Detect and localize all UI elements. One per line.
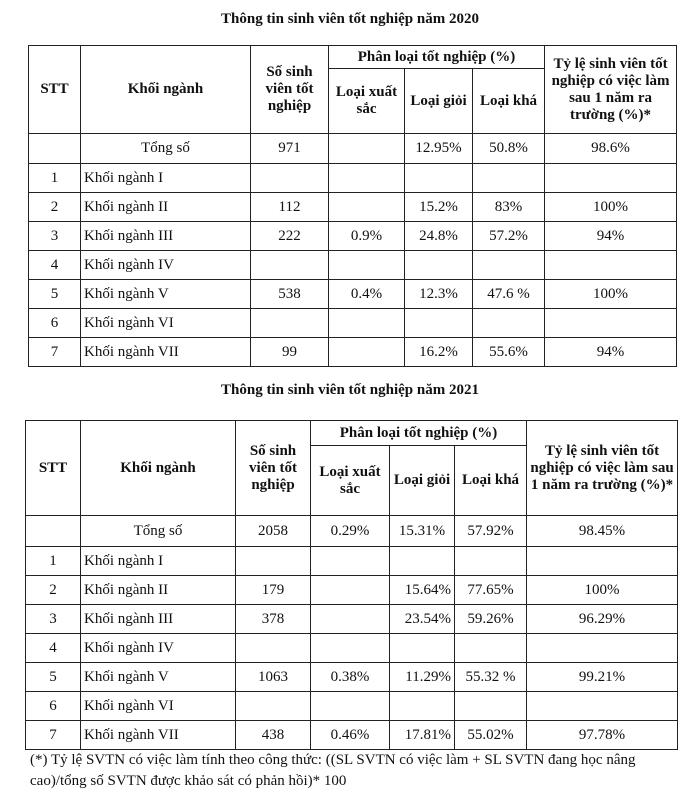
row-name: Khối ngành I xyxy=(81,547,236,576)
row-ty-le: 100% xyxy=(545,193,677,222)
row-stt: 2 xyxy=(26,576,81,605)
row-so-sv xyxy=(236,634,311,663)
total-gioi: 15.31% xyxy=(390,516,455,547)
row-xuat-sac: 0.46% xyxy=(311,721,390,750)
header-xuat-sac: Loại xuất sắc xyxy=(329,69,405,134)
total-so-sv: 2058 xyxy=(236,516,311,547)
graduate-table-2021 xyxy=(25,420,678,750)
row-so-sv: 378 xyxy=(236,605,311,634)
row-name: Khối ngành IV xyxy=(81,251,251,280)
row-so-sv xyxy=(251,251,329,280)
header-ty-le: Tỷ lệ sinh viên tốt nghiệp có việc làm sau 1 năm ra trường (%)* xyxy=(545,46,677,134)
total-ty-le: 98.45% xyxy=(527,516,678,547)
row-gioi xyxy=(390,692,455,721)
row-ty-le: 100% xyxy=(527,576,678,605)
table-row xyxy=(29,222,677,251)
row-xuat-sac xyxy=(311,576,390,605)
row-name: Khối ngành VI xyxy=(81,309,251,338)
row-gioi: 15.64% xyxy=(390,576,455,605)
header-kha: Loại khá xyxy=(473,69,545,134)
table-row xyxy=(26,576,678,605)
row-kha xyxy=(455,547,527,576)
row-kha xyxy=(473,251,545,280)
row-kha xyxy=(455,692,527,721)
graduate-table-2020 xyxy=(28,45,677,367)
row-ty-le xyxy=(545,309,677,338)
row-stt: 4 xyxy=(29,251,81,280)
row-ty-le: 94% xyxy=(545,338,677,367)
row-stt: 1 xyxy=(26,547,81,576)
row-kha: 83% xyxy=(473,193,545,222)
row-stt: 3 xyxy=(29,222,81,251)
table-row xyxy=(26,721,678,750)
row-so-sv: 179 xyxy=(236,576,311,605)
row-name: Khối ngành VI xyxy=(81,692,236,721)
header-ty-le: Tỷ lệ sinh viên tốt nghiệp có việc làm sau 1 năm ra trường (%)* xyxy=(527,421,678,516)
row-gioi: 11.29% xyxy=(390,663,455,692)
row-xuat-sac: 0.9% xyxy=(329,222,405,251)
row-kha: 77.65% xyxy=(455,576,527,605)
table-row xyxy=(29,164,677,193)
row-ty-le: 96.29% xyxy=(527,605,678,634)
row-ty-le xyxy=(545,164,677,193)
row-name: Khối ngành II xyxy=(81,576,236,605)
total-ty-le: 98.6% xyxy=(545,134,677,164)
header-phan-loai: Phân loại tốt nghiệp (%) xyxy=(329,46,545,69)
row-ty-le: 97.78% xyxy=(527,721,678,750)
row-name: Khối ngành IV xyxy=(81,634,236,663)
table-row xyxy=(26,605,678,634)
row-xuat-sac xyxy=(311,547,390,576)
row-gioi xyxy=(405,251,473,280)
row-kha xyxy=(473,309,545,338)
row-stt: 4 xyxy=(26,634,81,663)
row-gioi: 12.3% xyxy=(405,280,473,309)
row-stt: 6 xyxy=(26,692,81,721)
row-kha: 59.26% xyxy=(455,605,527,634)
row-ty-le xyxy=(527,634,678,663)
table-row xyxy=(29,280,677,309)
row-gioi: 16.2% xyxy=(405,338,473,367)
total-label: Tổng số xyxy=(81,134,251,164)
total-xuat-sac xyxy=(329,134,405,164)
row-gioi xyxy=(405,164,473,193)
row-name: Khối ngành III xyxy=(81,605,236,634)
row-so-sv: 538 xyxy=(251,280,329,309)
row-stt: 7 xyxy=(26,721,81,750)
row-kha: 55.6% xyxy=(473,338,545,367)
total-xuat-sac: 0.29% xyxy=(311,516,390,547)
row-ty-le xyxy=(527,692,678,721)
row-stt: 5 xyxy=(29,280,81,309)
row-kha: 55.02% xyxy=(455,721,527,750)
table-row xyxy=(29,309,677,338)
header-stt: STT xyxy=(26,421,81,516)
row-stt: 1 xyxy=(29,164,81,193)
row-stt: 3 xyxy=(26,605,81,634)
row-so-sv xyxy=(236,692,311,721)
row-name: Khối ngành VII xyxy=(81,721,236,750)
table-row xyxy=(26,547,678,576)
row-stt: 7 xyxy=(29,338,81,367)
table-row xyxy=(26,663,678,692)
total-label: Tổng số xyxy=(81,516,236,547)
row-stt: 5 xyxy=(26,663,81,692)
row-xuat-sac xyxy=(329,338,405,367)
row-so-sv xyxy=(236,547,311,576)
row-xuat-sac xyxy=(311,692,390,721)
header-xuat-sac: Loại xuất sắc xyxy=(311,446,390,516)
total-row xyxy=(29,134,677,164)
row-ty-le xyxy=(545,251,677,280)
row-name: Khối ngành III xyxy=(81,222,251,251)
row-name: Khối ngành V xyxy=(81,280,251,309)
header-phan-loai: Phân loại tốt nghiệp (%) xyxy=(311,421,527,446)
row-gioi xyxy=(405,309,473,338)
row-xuat-sac: 0.4% xyxy=(329,280,405,309)
row-so-sv xyxy=(251,309,329,338)
row-stt: 2 xyxy=(29,193,81,222)
row-gioi: 24.8% xyxy=(405,222,473,251)
total-kha: 50.8% xyxy=(473,134,545,164)
row-ty-le: 94% xyxy=(545,222,677,251)
header-kha: Loại khá xyxy=(455,446,527,516)
total-row xyxy=(26,516,678,547)
header-khoi-nganh: Khối ngành xyxy=(81,46,251,134)
row-so-sv xyxy=(251,164,329,193)
row-so-sv: 99 xyxy=(251,338,329,367)
header-stt: STT xyxy=(29,46,81,134)
total-gioi: 12.95% xyxy=(405,134,473,164)
row-xuat-sac: 0.38% xyxy=(311,663,390,692)
header-khoi-nganh: Khối ngành xyxy=(81,421,236,516)
header-so-sinh-vien: Số sinh viên tốt nghiệp xyxy=(251,46,329,134)
row-xuat-sac xyxy=(329,251,405,280)
total-kha: 57.92% xyxy=(455,516,527,547)
row-xuat-sac xyxy=(311,605,390,634)
row-gioi: 17.81% xyxy=(390,721,455,750)
row-kha xyxy=(455,634,527,663)
row-kha: 47.6 % xyxy=(473,280,545,309)
row-ty-le xyxy=(527,547,678,576)
table-row xyxy=(29,338,677,367)
row-ty-le: 100% xyxy=(545,280,677,309)
row-name: Khối ngành I xyxy=(81,164,251,193)
row-xuat-sac xyxy=(311,634,390,663)
table-title-2021: Thông tin sinh viên tốt nghiệp năm 2021 xyxy=(221,382,479,398)
row-so-sv: 438 xyxy=(236,721,311,750)
table-row xyxy=(26,692,678,721)
row-xuat-sac xyxy=(329,164,405,193)
row-kha xyxy=(473,164,545,193)
footnote: (*) Tỷ lệ SVTN có việc làm tính theo công thức: ((SL SVTN có việc làm + SL SVTN đang học nâng cao)/tổng số SVTN được khảo sát có phản hồi)* 100 xyxy=(30,752,636,789)
row-stt: 6 xyxy=(29,309,81,338)
row-so-sv: 112 xyxy=(251,193,329,222)
row-kha: 57.2% xyxy=(473,222,545,251)
table-row xyxy=(26,634,678,663)
row-so-sv: 1063 xyxy=(236,663,311,692)
row-gioi xyxy=(390,634,455,663)
table-row xyxy=(29,251,677,280)
row-xuat-sac xyxy=(329,193,405,222)
row-xuat-sac xyxy=(329,309,405,338)
total-so-sv: 971 xyxy=(251,134,329,164)
row-gioi: 23.54% xyxy=(390,605,455,634)
header-gioi: Loại giỏi xyxy=(405,69,473,134)
row-kha: 55.32 % xyxy=(455,663,527,692)
row-name: Khối ngành V xyxy=(81,663,236,692)
table-title-2020: Thông tin sinh viên tốt nghiệp năm 2020 xyxy=(221,11,479,27)
row-name: Khối ngành VII xyxy=(81,338,251,367)
row-gioi xyxy=(390,547,455,576)
row-gioi: 15.2% xyxy=(405,193,473,222)
header-gioi: Loại giỏi xyxy=(390,446,455,516)
row-ty-le: 99.21% xyxy=(527,663,678,692)
header-so-sinh-vien: Số sinh viên tốt nghiệp xyxy=(236,421,311,516)
table-row xyxy=(29,193,677,222)
row-name: Khối ngành II xyxy=(81,193,251,222)
row-so-sv: 222 xyxy=(251,222,329,251)
